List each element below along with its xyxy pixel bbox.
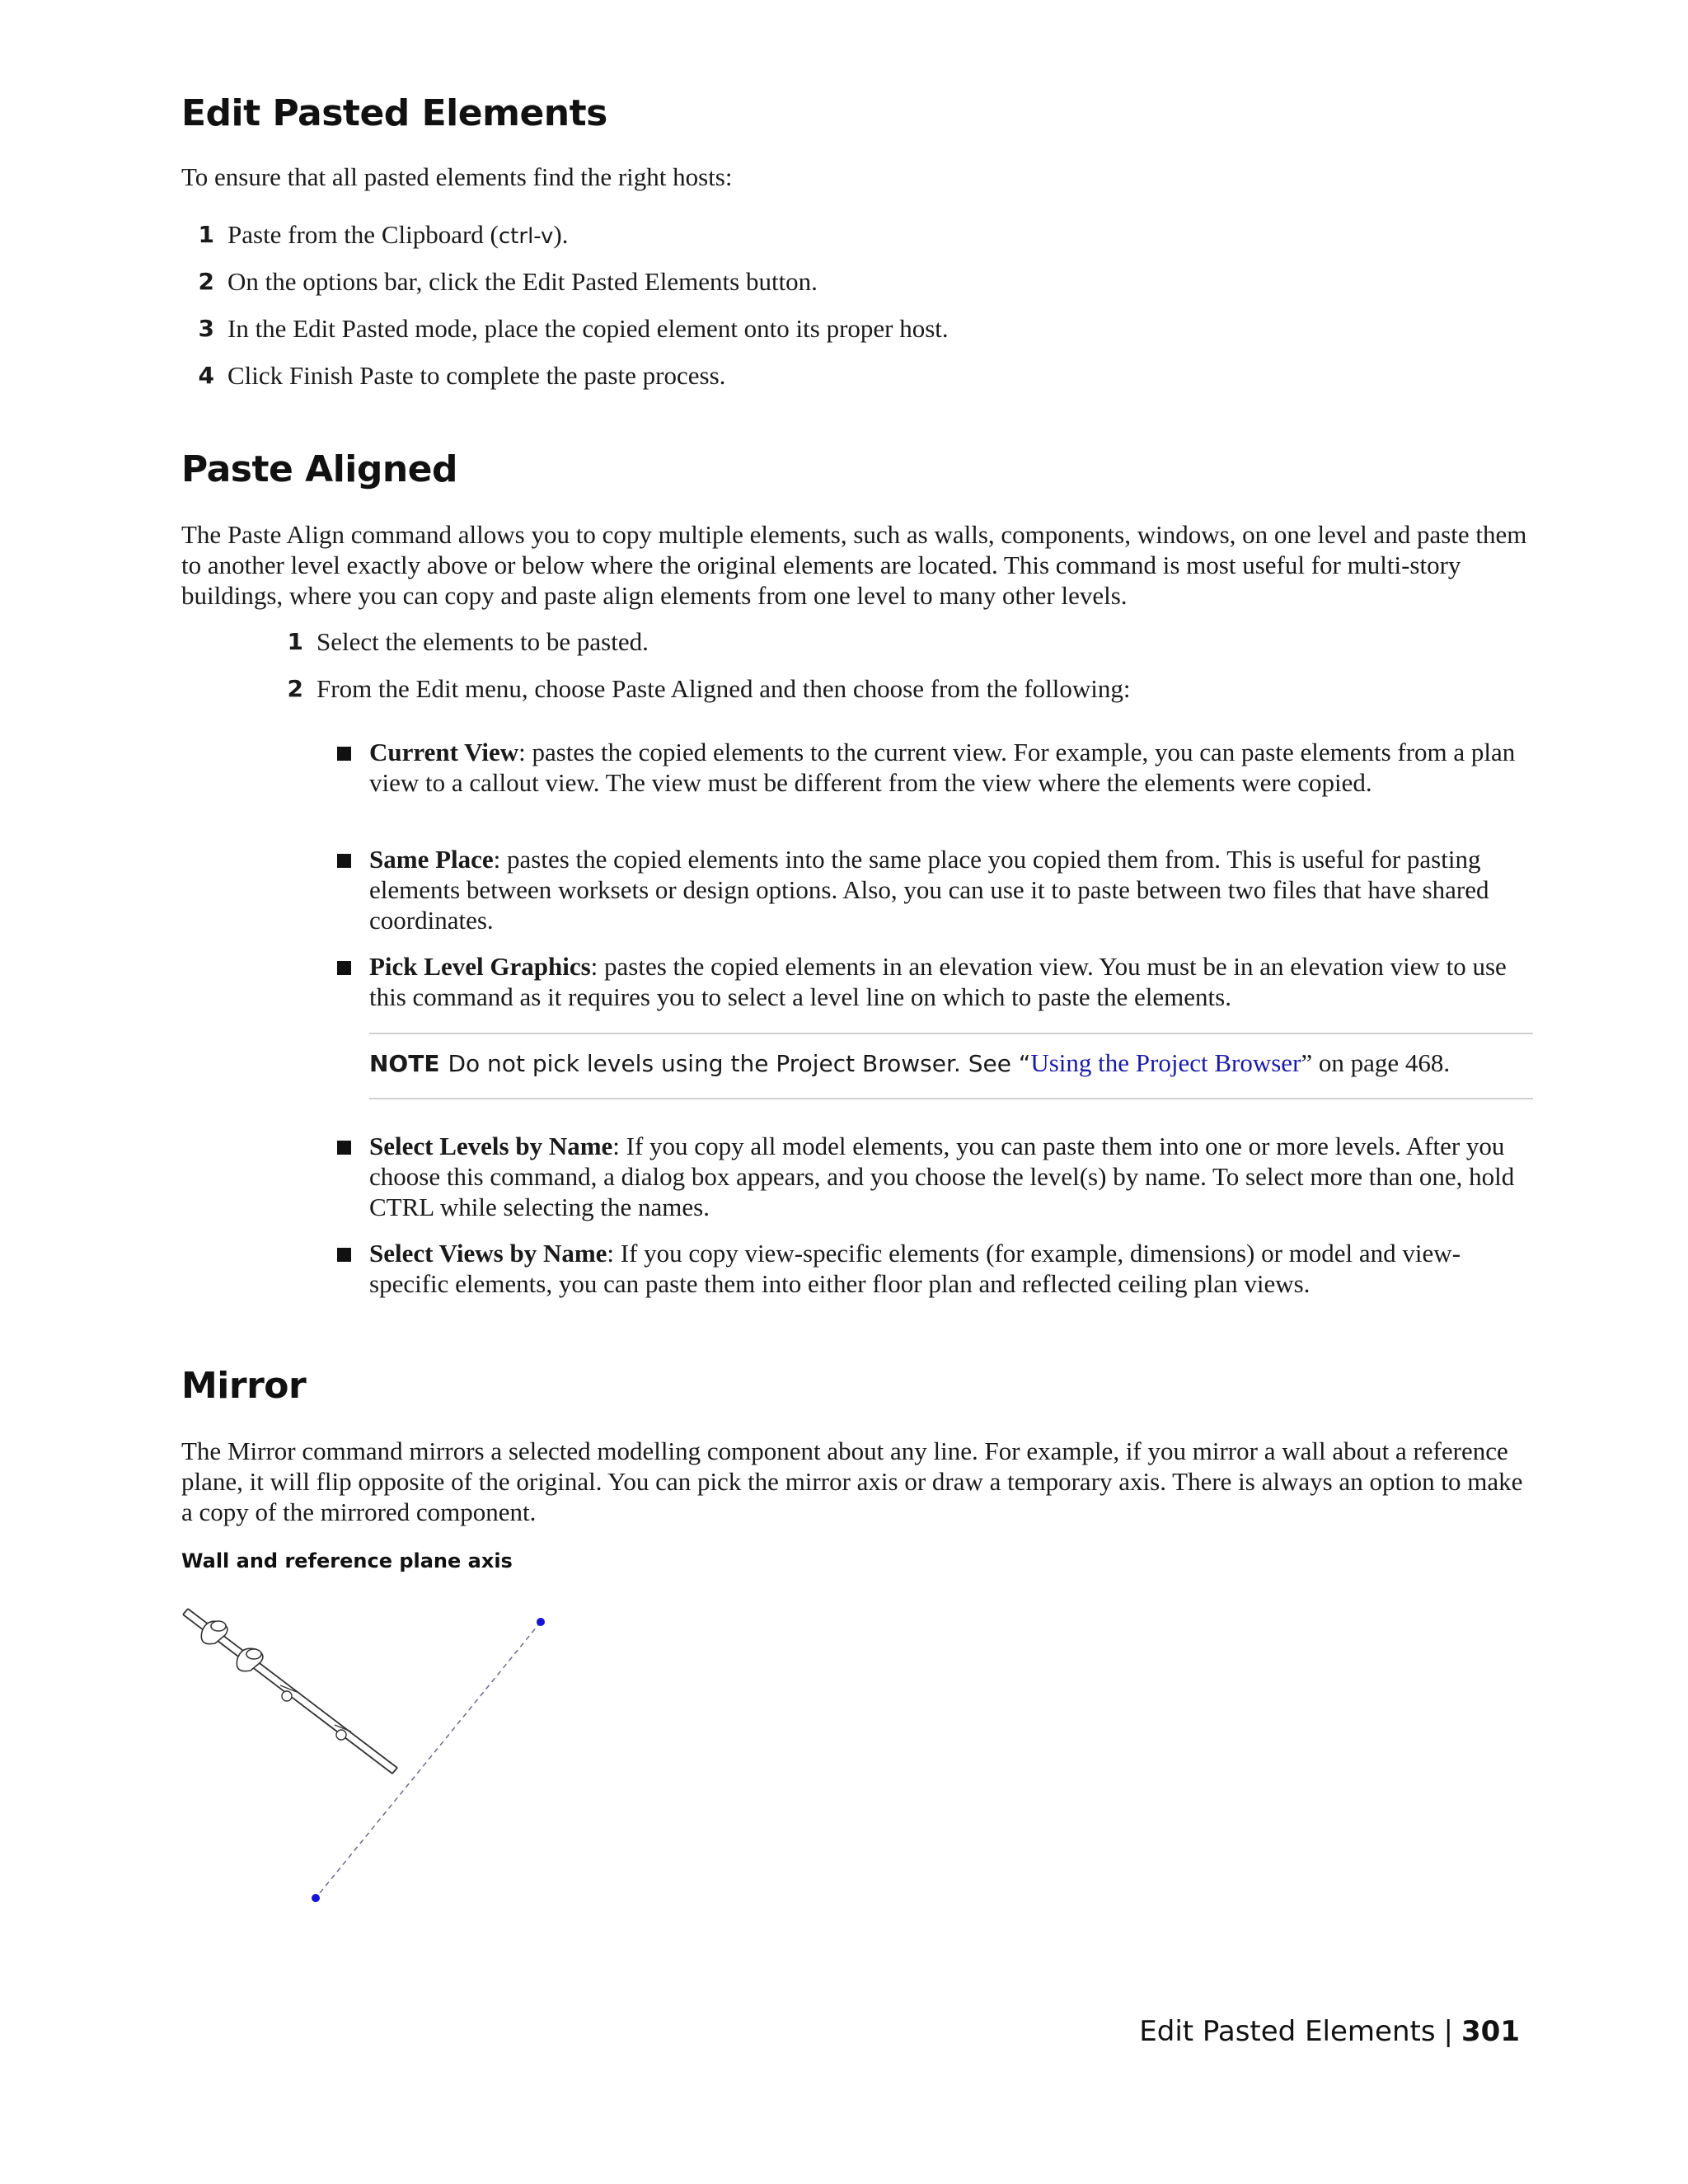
bullet-square-icon	[337, 1141, 351, 1155]
bullet-current-view	[340, 737, 1533, 798]
bullet-square-icon	[337, 961, 351, 975]
note-box	[369, 1047, 1533, 1079]
step-number: 3	[198, 315, 214, 342]
bullet-text	[369, 1131, 1533, 1222]
step-number: 2	[198, 268, 214, 295]
reference-plane-axis	[316, 1622, 541, 1898]
footer-separator: |	[1443, 2015, 1454, 2048]
bullet-square-icon	[337, 854, 351, 868]
step-text: In the Edit Pasted mode, place the copied element onto its proper host.	[227, 314, 949, 343]
bullet-desc: : If you copy view-specific elements (for example, dimensions) or model and view-specific elements, you can paste them into either floor plan and reflected ceiling plan views.	[369, 1239, 1461, 1298]
note-text: Do not pick levels using the Project Browser. See “	[448, 1050, 1031, 1077]
step-text-post: ).	[553, 220, 569, 249]
intro-mirror: The Mirror command mirrors a selected modelling component about any line. For example, if you mirror a wall about a reference plane, it will flip opposite of the original. You can pick the mirror axis or draw a temporary axis. There is always an option to make a copy of the mirrored component.	[181, 1436, 1523, 1526]
step-text	[227, 219, 568, 252]
intro-paste-aligned: The Paste Align command allows you to copy multiple elements, such as walls, components, windows, on one level and paste them to another level exactly above or below where the original elements are located. This command is most useful for multi-story buildings, where you can copy and paste align elements from one level to many other levels.	[181, 520, 1527, 610]
list-item	[270, 673, 1131, 720]
wall-tag-icon	[201, 1621, 263, 1671]
page-footer	[1139, 2015, 1520, 2048]
bullet-desc: : pastes the copied elements to the current view. For example, you can paste elements from a plan view to a callout view. The view must be different from the view where the elements were copied.	[369, 738, 1516, 797]
step-number: 1	[287, 628, 303, 655]
step-number: 4	[198, 362, 214, 389]
bullet-term: Same Place	[369, 845, 494, 874]
bullet-desc: : pastes the copied elements in an elevation view. You must be in an elevation view to use this command as it requires you to select a level line on which to paste the elements.	[369, 952, 1507, 1011]
shortcut-code: ctrl-v	[498, 224, 554, 249]
note-label: NOTE	[369, 1050, 440, 1077]
footer-title: Edit Pasted Elements	[1139, 2015, 1436, 2048]
note-bottom-divider	[369, 1098, 1533, 1099]
bullet-term: Pick Level Graphics	[369, 952, 591, 981]
page-number: 301	[1461, 2015, 1520, 2048]
heading-edit-pasted-elements: Edit Pasted Elements	[181, 92, 607, 134]
axis-endpoint-bottom[interactable]	[312, 1894, 320, 1902]
link-using-project-browser[interactable]: Using the Project Browser	[1030, 1048, 1301, 1077]
step-text: On the options bar, click the Edit Pasted Elements button.	[227, 267, 818, 296]
intro-edit-pasted: To ensure that all pasted elements find the right hosts:	[181, 162, 733, 191]
bullet-same-place	[340, 844, 1533, 935]
wall-joint-markers	[280, 1685, 351, 1740]
note-suffix: ” on page 468.	[1301, 1048, 1451, 1077]
steps-paste-aligned	[270, 626, 1131, 720]
bullet-desc: : pastes the copied elements into the same place you copied them from. This is useful for pasting elements between worksets or design options. Also, you can use it to paste between two files that have shared coordinates.	[369, 845, 1489, 935]
bullet-square-icon	[337, 747, 351, 761]
list-item	[181, 219, 949, 266]
wall-and-reference-plane-figure	[173, 1595, 560, 1924]
axis-endpoint-top[interactable]	[537, 1618, 545, 1626]
heading-paste-aligned: Paste Aligned	[181, 448, 458, 490]
step-number: 2	[287, 675, 303, 702]
bullet-term: Select Levels by Name	[369, 1132, 613, 1160]
list-item	[181, 313, 949, 360]
step-text: From the Edit menu, choose Paste Aligned and then choose from the following:	[316, 674, 1131, 703]
step-number: 1	[198, 221, 214, 248]
steps-edit-pasted	[181, 219, 949, 407]
note-top-divider	[369, 1033, 1533, 1034]
list-item	[270, 626, 1131, 673]
bullet-text	[369, 844, 1533, 935]
figure-caption: Wall and reference plane axis	[181, 1549, 513, 1572]
bullet-select-levels-by-name	[340, 1131, 1533, 1222]
bullet-square-icon	[337, 1248, 351, 1262]
step-text: Click Finish Paste to complete the paste process.	[227, 361, 726, 390]
step-text: Select the elements to be pasted.	[316, 627, 649, 656]
bullet-text	[369, 737, 1533, 798]
bullet-pick-level-graphics	[340, 951, 1533, 1012]
step-text-pre: Paste from the Clipboard (	[227, 220, 499, 249]
bullet-term: Select Views by Name	[369, 1239, 607, 1268]
list-item	[181, 266, 949, 313]
bullet-desc: : If you copy all model elements, you can paste them into one or more levels. After you choose this command, a dialog box appears, and you choose the level(s) by name. To select more than one, hold CTRL while selecting the names.	[369, 1132, 1515, 1221]
heading-mirror: Mirror	[181, 1365, 307, 1407]
bullet-text	[369, 951, 1533, 1012]
list-item	[181, 360, 949, 407]
bullet-select-views-by-name	[340, 1238, 1533, 1299]
bullet-term: Current View	[369, 738, 519, 766]
bullet-text	[369, 1238, 1533, 1299]
